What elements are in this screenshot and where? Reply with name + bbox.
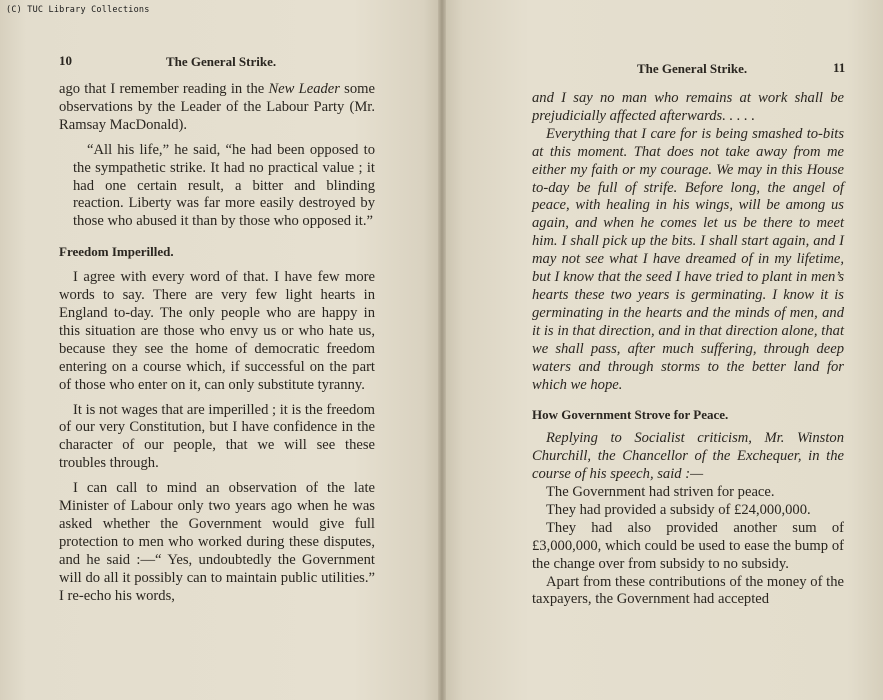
right-page-number: 11 <box>833 60 846 75</box>
right-text-column <box>532 90 844 609</box>
left-paragraph-1: I agree with every word of that. I have few more words to say. There are very few light hearts in England to-day. The only people who are happy in this situation are those who envy us or who hate us, because they see the home of democratic freedom entering on a course which, if successful on the part of those who enter on it, can only substitute tyranny. <box>59 269 375 393</box>
copyright-notice: (C) TUC Library Collections <box>6 5 150 15</box>
left-paragraph-2: It is not wages that are imperilled ; it is the freedom of our very Constitution, but I have confidence in the character of our people, that we will see these troubles through. <box>59 401 375 472</box>
left-page <box>0 0 441 700</box>
left-running-head: The General Strike. <box>166 54 277 69</box>
right-running-head: The General Strike. <box>637 61 748 76</box>
publication-title: New Leader <box>268 81 340 97</box>
right-line-1: The Government had striven for peace. <box>546 484 775 501</box>
left-page-number: 10 <box>59 53 72 68</box>
left-paragraph-3: I can call to mind an observation of the late Minister of Labour only two years ago when he was asked whether the Government would give full protection to men who worked during these disputes, and he said :—“ Yes, undoubtedly the Government will do all it possibly can to maintain public utilities.” I re-echo his words, <box>59 480 375 604</box>
book-gutter <box>438 0 446 700</box>
left-text-column <box>59 81 375 605</box>
right-line-3: They had also provided another sum of £3,000,000, which could be used to ease the bump of the change over from subsidy to no subsidy. <box>532 519 844 572</box>
right-line-4: Apart from these contributions of the money of the taxpayers, the Government had accepted <box>532 573 844 608</box>
churchill-intro: Replying to Socialist criticism, Mr. Winston Churchill, the Chancellor of the Exchequer, in the course of his speech, said :— <box>532 430 844 483</box>
right-page <box>441 0 883 700</box>
macdonald-quote: “All his life,” he said, “he had been opposed to the sympathetic strike. It had no practical value ; it had one certain result, a bitter and blinding reaction. Liberty was far more easily destroyed by those who abused it than by those who opposed it.” <box>73 141 375 230</box>
section-heading-freedom-imperilled: Freedom Imperilled. <box>59 244 174 260</box>
right-line-2: They had provided a subsidy of £24,000,000. <box>546 501 811 518</box>
right-italic-paragraph: Everything that I care for is being smashed to-bits at this moment. That does not take away from me either my faith or my courage. We may in this House to-day be full of strife. Before long, the angel of peace, with healing in his wings, will be among us again, and when he comes let us be there to meet him. I shall pick up the bits. I shall start again, and I may not see what I have dreamed of in my lifetime, but I know that the seed I have tried to plant in men’s hearts these two years is germinating. I know it is germinating in the hearts and the minds of men, and it is in that direction, and in that direction alone, that we shall pass, after much suffering, through deep waters and through storms to the better land for which we hope. <box>532 125 844 393</box>
right-italic-opening: and I say no man who remains at work shall be prejudicially affected afterwards. . . . . <box>532 90 844 124</box>
left-opening-paragraph: ago that I remember reading in the New Leader some observations by the Leader of the Labour Party (Mr. Ramsay MacDonald). <box>59 81 375 133</box>
section-heading-government-peace: How Government Strove for Peace. <box>532 407 729 423</box>
